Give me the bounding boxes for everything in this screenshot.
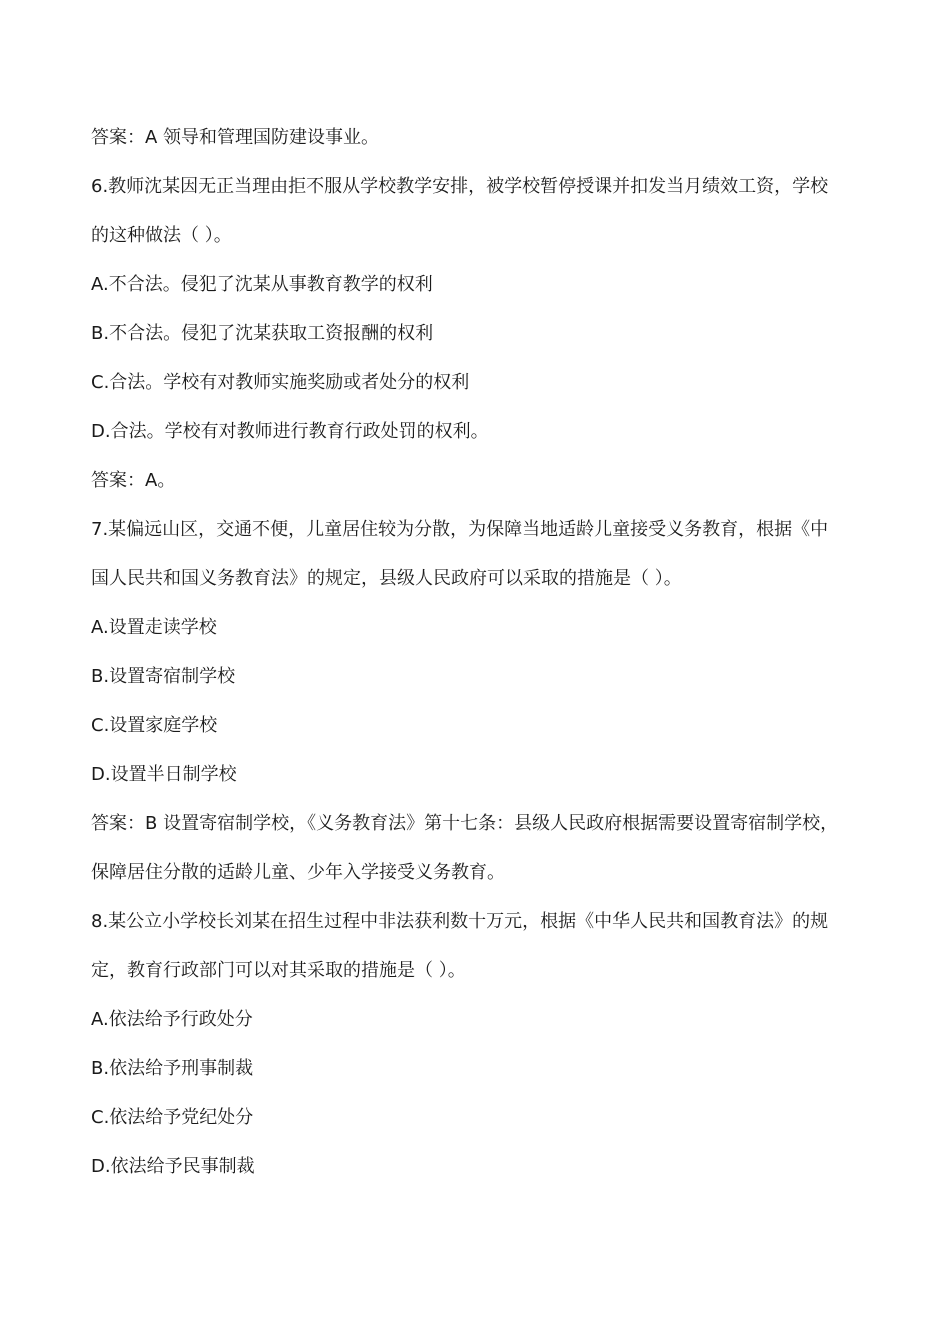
question-7-option-b: B.设置寄宿制学校 [91,666,236,687]
question-8-line-1: 8.某公立小学校长刘某在招生过程中非法获利数十万元，根据《中华人民共和国教育法》的规 [91,911,829,932]
question-7-option-a: A.设置走读学校 [91,617,217,638]
question-6-option-d: D.合法。学校有对教师进行教育行政处罚的权利。 [91,421,489,442]
answer-7-line-2: 保障居住分散的适龄儿童、少年入学接受义务教育。 [91,862,505,883]
question-7-option-d: D.设置半日制学校 [91,764,237,785]
answer-7-line-1: 答案：B 设置寄宿制学校，《义务教育法》第十七条：县级人民政府根据需要设置寄宿制学校， [91,813,839,834]
document-body [91,126,881,1204]
question-7-option-c: C.设置家庭学校 [91,715,218,736]
question-8-option-a: A.依法给予行政处分 [91,1009,253,1030]
question-8-option-d: D.依法给予民事制裁 [91,1156,255,1177]
question-8-option-b: B.依法给予刑事制裁 [91,1058,254,1079]
question-8-line-2: 定，教育行政部门可以对其采取的措施是（ ）。 [91,960,466,981]
question-6-option-b: B.不合法。侵犯了沈某获取工资报酬的权利 [91,323,434,344]
question-6-option-a: A.不合法。侵犯了沈某从事教育教学的权利 [91,274,433,295]
question-6-option-c: C.合法。学校有对教师实施奖励或者处分的权利 [91,372,470,393]
question-6-line-1: 6.教师沈某因无正当理由拒不服从学校教学安排，被学校暂停授课并扣发当月绩效工资，学校 [91,176,829,197]
question-7-line-1: 7.某偏远山区，交通不便，儿童居住较为分散，为保障当地适龄儿童接受义务教育，根据《中 [91,519,829,540]
answer-5: 答案：A 领导和管理国防建设事业。 [91,127,380,148]
question-8-option-c: C.依法给予党纪处分 [91,1107,254,1128]
question-6-line-2: 的这种做法（ ）。 [91,225,232,246]
answer-6: 答案：A。 [91,470,176,491]
question-7-line-2: 国人民共和国义务教育法》的规定，县级人民政府可以采取的措施是（ ）。 [91,568,682,589]
